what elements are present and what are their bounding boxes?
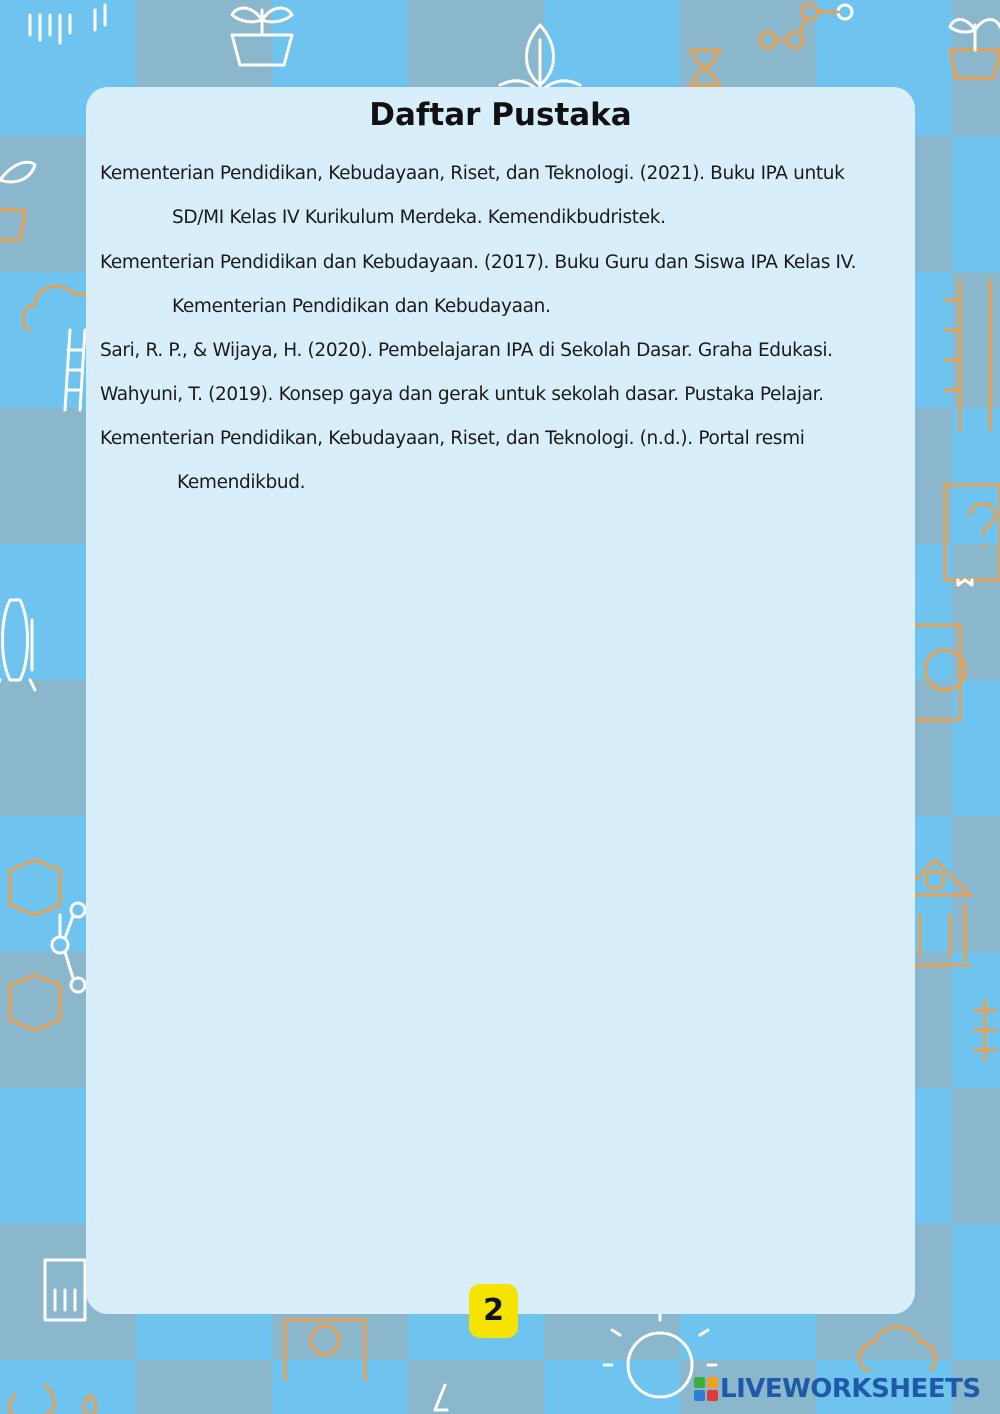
chemistry-flask-icon [975,1000,995,1060]
molecule-icon [760,4,852,48]
plant-pot-icon [0,210,25,240]
reference-2-line-1: Kementerian Pendidikan dan Kebudayaan. (2017). Buku Guru dan Siswa IPA Kelas IV. [100,252,857,273]
rocket-icon [0,600,35,690]
lightning-icon [435,1385,447,1410]
reference-2-line-2: Kementerian Pendidikan dan Kebudayaan. [172,296,551,317]
liveworksheets-brand [694,1371,981,1407]
hourglass-icon [690,50,720,85]
reference-4: Wahyuni, T. (2019). Konsep gaya dan gerak untuk sekolah dasar. Pustaka Pelajar. [100,384,824,405]
ladder-icon [65,330,85,410]
gear-icon [285,1320,365,1380]
book-question-icon [945,485,1000,585]
plant-pot-icon [950,20,1000,51]
page-number-badge: 2 [469,1284,518,1338]
leaf-icon [0,162,35,182]
reference-5-line-2: Kemendikbud. [177,472,306,493]
reference-1-line-1: Kementerian Pendidikan, Kebudayaan, Riset, dan Teknologi. (2021). Buku IPA untuk [100,163,845,184]
reference-5-line-1: Kementerian Pendidikan, Kebudayaan, Riset, dan Teknologi. (n.d.). Portal resmi [100,428,805,449]
lines-icon [30,5,105,43]
brand-name: LIVEWORKSHEETS [720,1374,981,1404]
chemistry-flask-icon [945,280,990,430]
circuit-icon [45,1260,85,1320]
liveworksheets-logo-icon [694,1377,718,1401]
plant-pot-icon [232,8,292,65]
leaf-icon [9,1385,96,1414]
cloud-icon [859,1327,935,1370]
reference-3: Sari, R. P., & Wijaya, H. (2020). Pembelajaran IPA di Sekolah Dasar. Graha Edukasi. [100,340,833,361]
molecule-icon [10,860,85,1030]
plant-pot-icon [950,50,1000,78]
reference-1-line-2: SD/MI Kelas IV Kurikulum Merdeka. Kemendikbudristek. [172,207,666,228]
gear-icon [915,625,965,720]
page-title: Daftar Pustaka [369,97,632,133]
